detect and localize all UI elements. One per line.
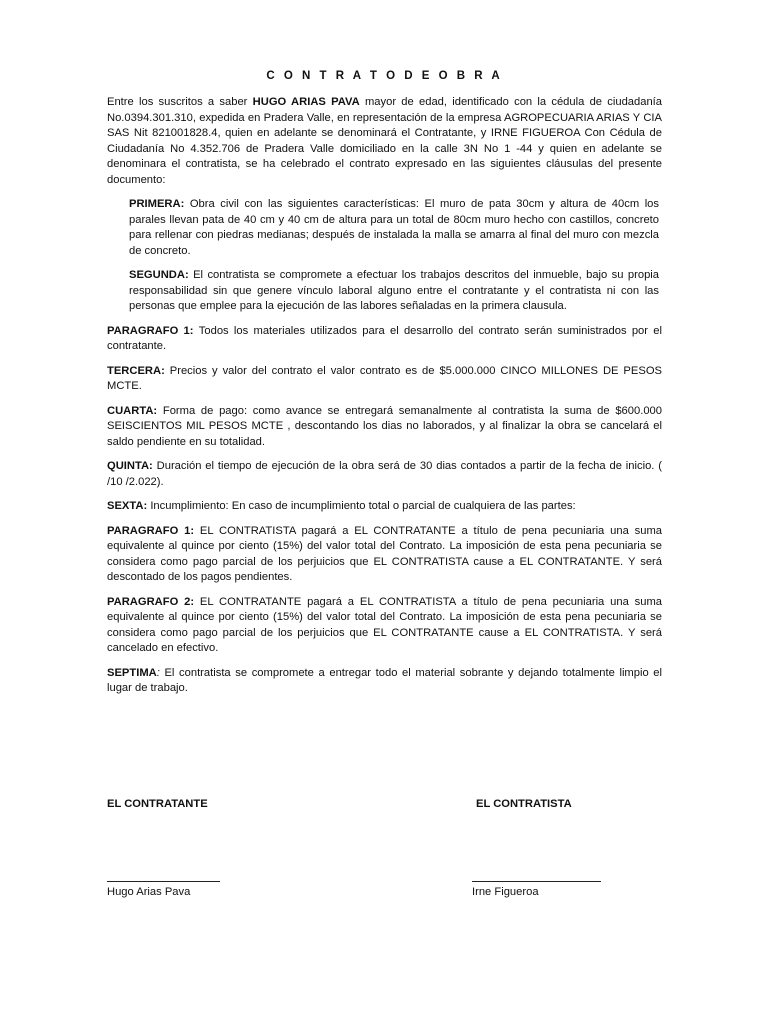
clause-tercera-label: TERCERA: [107,364,170,377]
contratista-name: Irne Figueroa [472,886,539,898]
clause-septima-colon: : [156,666,165,679]
intro-text-start: Entre los suscritos a saber [107,96,253,108]
clause-paragrafo-1-text: Todos los materiales utilizados para el desarrollo del contrato serán suministrados por el contratante. [107,324,662,352]
clause-cuarta-label: CUARTA: [107,404,163,417]
clause-cuarta-text: Forma de pago: como avance se entregará semanalmente al contratista la suma de $600.000 SEISCIENTOS MIL PESOS MCTE , descontando los dias no laborados, y al finalizar la obra se cancelará el saldo pendiente en su totalidad. [107,404,663,448]
contratista-signature-line [472,881,601,882]
contratante-signature-line [107,881,220,882]
clause-sexta-label: SEXTA: [107,500,151,512]
contractor-name: HUGO ARIAS PAVA [252,96,360,108]
clause-septima [107,666,662,697]
document-title: C O N T R A T O D E O B R A [266,70,503,82]
clause-quinta [107,459,662,490]
clause-quinta-text: Duración el tiempo de ejecución de la obra será de 30 dias contados a partir de la fecha de inicio. ( /10 /2.022). [107,460,662,488]
intro-text-rest: mayor de edad, identificado con la cédula de ciudadanía No.0394.301.310, expedida en Pradera Valle, en representación de la empresa AGROPECUARIA ARIAS Y CIA SAS Nit 821001828.4, quien en adelante se denominará el Contratante, y IRNE FIGUEROA Con Cédula de Ciudadanía No 4.352.706 de Pradera Valle domiciliado en la calle 3N No 1 -44 y quien en adelante se denominara el contratista, se ha celebrado el contrato expresado en las siguientes cláusulas del presente documento: [107,96,663,186]
clause-tercera-text: Precios y valor del contrato el valor contrato es de $5.000.000 CINCO MILLONES DE PESOS MCTE. [107,364,662,392]
contratante-name: Hugo Arias Pava [107,886,191,898]
clause-cuarta [107,404,662,451]
clause-primera-label: PRIMERA: [129,198,190,210]
contratista-role-label: EL CONTRATISTA [476,798,572,810]
clause-sexta-text: Incumplimiento: En caso de incumplimiento total o parcial de cualquiera de las partes: [150,500,576,512]
clause-penalty-1-label: PARAGRAFO 1: [107,524,200,537]
clause-paragrafo-1 [107,324,662,355]
clause-penalty-1 [107,524,662,586]
contratante-role-label: EL CONTRATANTE [107,798,208,810]
clause-penalty-2-label: PARAGRAFO 2: [107,595,200,608]
clause-primera-text: Obra civil con las siguientes características: El muro de pata 30cm y altura de 40cm los parales llevan pata de 40 cm y 40 cm de altura para un total de 80cm muro hecho con castillos, concreto para rellenar con piedras medianas; después de instalada la malla se amarra al final del muro con mezcla de concreto. [129,198,659,257]
clause-paragrafo-1-label: PARAGRAFO 1: [107,324,199,337]
intro-paragraph [107,95,662,188]
clause-primera [129,197,659,259]
clause-segunda [129,268,659,315]
clause-quinta-label: QUINTA: [107,460,157,472]
clause-segunda-label: SEGUNDA: [129,269,194,281]
clause-septima-text: El contratista se compromete a entregar todo el material sobrante y dejando totalmente limpio el lugar de trabajo. [107,666,663,694]
clause-penalty-2-text: EL CONTRATANTE pagará a EL CONTRATISTA a título de pena pecuniaria una suma equivalente al quince por ciento (15%) del valor total del Contrato. La imposición de esta pena pecuniaria se considera como pago parcial de los perjuicios que EL CONTRATANTE cause a EL CONTRATISTA. Y será cancelado en efectivo. [107,595,662,654]
clause-segunda-text: El contratista se compromete a efectuar los trabajos descritos del inmueble, bajo su propia responsabilidad sin que genere vínculo laboral alguno entre el contratante y el contratista ni con las personas que emplee para la ejecución de las labores señaladas en la primera clausula. [129,269,660,312]
clause-sexta [107,499,662,515]
signature-section [107,798,662,908]
clause-penalty-1-text: EL CONTRATISTA pagará a EL CONTRATANTE a título de pena pecuniaria una suma equivalente al quince por ciento (15%) del valor total del Contrato. La imposición de esta pena pecuniaria se considera como pago parcial de los perjuicios que EL CONTRATISTA cause a EL CONTRATANTE. Y será descontado de los pagos pendientes. [107,524,662,583]
clause-tercera [107,364,662,395]
contract-document [107,70,662,706]
clause-septima-label: SEPTIMA [107,666,157,679]
clause-penalty-2 [107,595,662,657]
